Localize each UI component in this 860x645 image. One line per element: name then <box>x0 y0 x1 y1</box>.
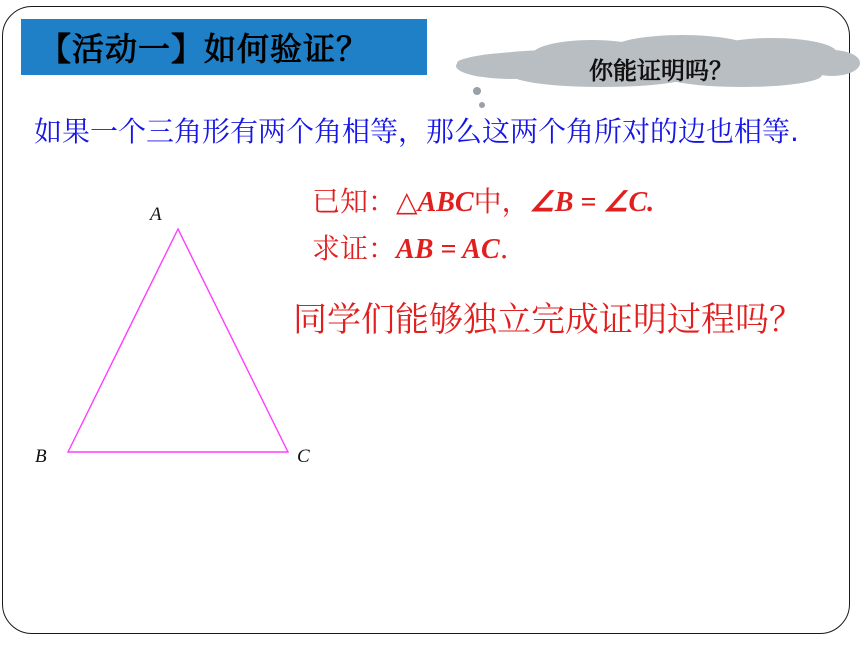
angle-condition: ∠B = ∠C <box>529 187 648 218</box>
vertex-label-c: C <box>297 446 310 467</box>
cloud-question: 你能证明吗？ <box>589 56 733 85</box>
vertex-label-b: B <box>35 446 47 467</box>
triangle-symbol: △ <box>396 185 418 218</box>
triangle-abc <box>68 229 288 452</box>
theorem-statement: 如果一个三角形有两个角相等，那么这两个角所对的边也相等. <box>34 115 799 148</box>
vertex-label-a: A <box>150 204 162 225</box>
given-middle: 中， <box>473 185 530 218</box>
triangle-name: ABC <box>417 187 474 218</box>
given-prefix: 已知： <box>312 185 397 218</box>
challenge-question: 同学们能够独立完成证明过程吗？ <box>293 300 803 340</box>
slide-title-text: 【活动一】如何验证？ <box>39 30 370 68</box>
given-end: . <box>647 187 655 218</box>
prove-end: . <box>499 232 509 265</box>
prove-equation: AB = AC <box>396 234 500 265</box>
prove-prefix: 求证： <box>312 232 397 265</box>
